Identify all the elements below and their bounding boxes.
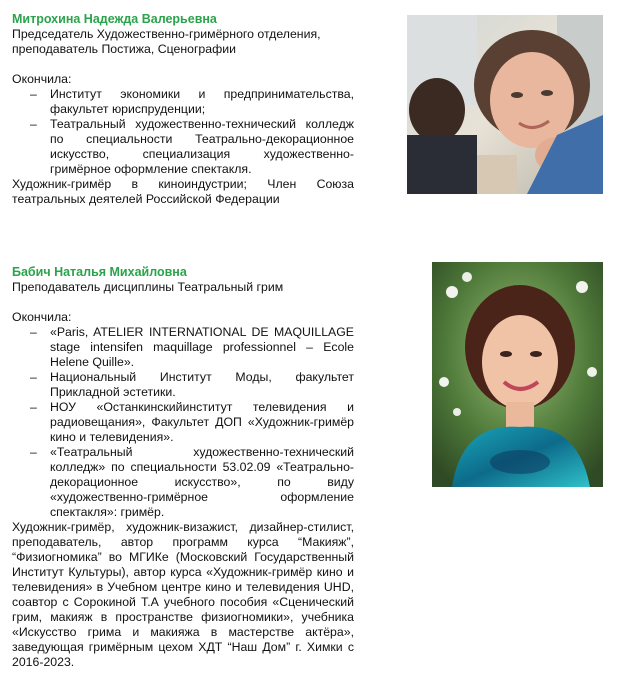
list-item: – Театральный художественно-технический колледж по специальности Театрально-декорационное искусство, специализация художественно-гримёрное оформление спектакля. [30, 117, 354, 176]
list-item: – Институт экономики и предпринимательства, факультет юриспруденции; [30, 87, 354, 116]
education-list [12, 87, 354, 177]
list-item: – «Театральный художественно-технический колледж» по специальности 53.02.09 «Театрально-декорационное искусство», по виду «художественно-гримёрное оформление спектакля»: гримёр. [30, 445, 354, 519]
teacher-role: Председатель Художественно-гримёрного отделения, [12, 27, 321, 41]
teacher-block-1 [12, 12, 354, 207]
graduated-label: Окончила: [12, 310, 72, 324]
list-item: – НОУ «Останкинскийинститут телевидения и радиовещания», Факультет ДОП «Художник-гримёр кино и телевидения». [30, 400, 354, 444]
education-list [12, 325, 354, 520]
teacher-name: Бабич Наталья Михайловна [12, 265, 187, 279]
teacher-block-2 [12, 265, 354, 670]
career-text: Художник-гримёр, художник-визажист, дизайнер-стилист, преподаватель, автор программ курса “Макияж”, “Физиогномика” во МГИКе (Московский Государственный Институт Культуры), автор курса «Художник-гримёр кино и телевидения» в Учебном центре кино и телевидения UHD, соавтор с Сорокиной Т.А учебного пособия «Сценический грим, макияж в пространстве физиогномики», учебника «Искусство грима и макияжа в мастерстве актёра», заведующая гримёрным цехом ХДТ “Наш Дом” г. Химки с 2016-2023. [12, 520, 354, 669]
teacher-photo [407, 15, 603, 194]
career-text: Художник-гримёр в киноиндустрии; Член Союза театральных деятелей Российской Федерации [12, 177, 354, 206]
list-item: – «Paris, ATELIER INTERNATIONAL DE MAQUILLAGE stage intensifen maquillage professionnel – Ecole Helene Quille». [30, 325, 354, 369]
teacher-role: преподаватель Постижа, Сценографии [12, 42, 236, 56]
list-item: – Национальный Институт Моды, факультет Прикладной эстетики. [30, 370, 354, 399]
teacher-role: Преподаватель дисциплины Театральный грим [12, 280, 284, 294]
graduated-label: Окончила: [12, 72, 72, 86]
teacher-name: Митрохина Надежда Валерьевна [12, 12, 217, 26]
teacher-photo [432, 262, 603, 487]
